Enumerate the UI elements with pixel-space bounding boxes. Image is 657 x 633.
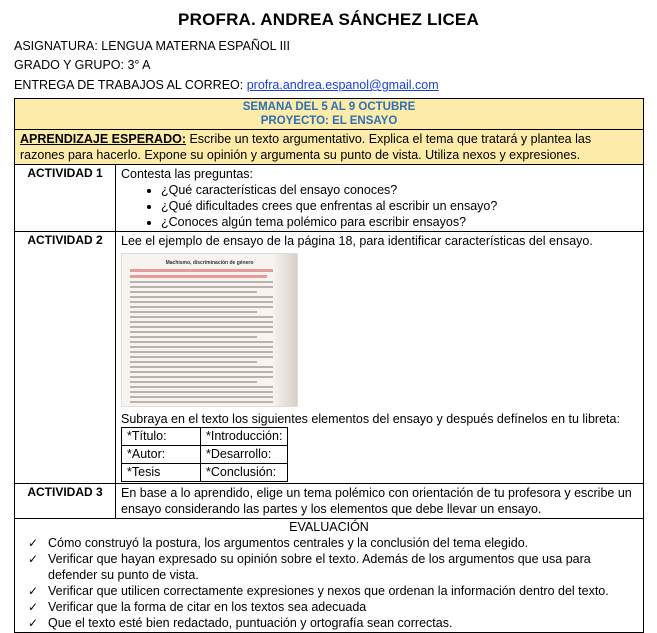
week-header	[15, 99, 644, 130]
activity-1-label: ACTIVIDAD 1	[15, 165, 116, 232]
activity-1-content	[116, 165, 644, 232]
essay-elements	[121, 427, 288, 482]
activity-3-content: En base a lo aprendido, elige un tema polémico con orientación de tu profesora y escribe un ensayo considerando las partes y los elementos que debe llevar un ensayo.	[116, 484, 644, 519]
activity-2-content	[116, 232, 644, 484]
evaluation-title: EVALUACIÓN	[289, 520, 369, 534]
checkmark-icon: ✓	[28, 584, 39, 598]
email-link[interactable]: profra.andrea.espanol@gmail.com	[246, 78, 439, 92]
aprendizaje-esperado	[15, 130, 644, 165]
evaluation-item: ✓ Que el texto esté bien redactado, puntuación y ortografía sean correctas.	[28, 616, 453, 630]
checkmark-icon: ✓	[28, 552, 39, 566]
grade-line: GRADO Y GRUPO: 3° A	[14, 58, 151, 72]
element-thesis: *Tesis	[122, 464, 201, 482]
question-item: • ¿Qué características del ensayo conoces?	[161, 182, 638, 198]
evaluation-item: ✓ Cómo construyó la postura, los argumentos centrales y la conclusión del tema elegido.	[28, 536, 529, 550]
evaluation-item: ✓ Verificar que utilicen correctamente expresiones y nexos que ordenan la información dentro del texto.	[28, 584, 609, 598]
checkmark-icon: ✓	[28, 536, 39, 550]
aprendizaje-text: Escribe un texto argumentativo. Explica el tema que tratará y plantea las razones para hacerlo. Expone su opinión y argumenta su punto de vista. Utiliza nexos y expresiones.	[20, 132, 592, 162]
evaluation-section	[15, 519, 644, 633]
project-title: PROYECTO: EL ENSAYO	[260, 115, 398, 127]
checkmark-icon: ✓	[28, 616, 39, 630]
activity-2-label: ACTIVIDAD 2	[15, 232, 116, 484]
evaluation-item: ✓ Verificar que hayan expresado su opinión sobre el texto. Además de los argumentos que usa para defender su punto de vista.	[28, 552, 591, 582]
checkmark-icon: ✓	[28, 600, 39, 614]
essay-page-image	[121, 253, 298, 407]
activity-2-intro: Lee el ejemplo de ensayo de la página 18, para identificar características del ensayo.	[121, 234, 593, 248]
element-development: *Desarrollo:	[201, 446, 288, 464]
aprendizaje-label: APRENDIZAJE ESPERADO:	[20, 132, 186, 146]
activity-1-intro: Contesta las preguntas:	[121, 167, 254, 181]
element-author: *Autor:	[122, 446, 201, 464]
element-title: *Título:	[122, 428, 201, 446]
question-item: • ¿Conoces algún tema polémico para escribir ensayos?	[161, 214, 638, 230]
week-dates: SEMANA DEL 5 AL 9 OCTUBRE	[242, 101, 416, 113]
lesson-table	[14, 98, 644, 633]
element-conclusion: *Conclusión:	[201, 464, 288, 482]
element-introduction: *Introducción:	[201, 428, 288, 446]
email-label: ENTREGA DE TRABAJOS AL CORREO:	[14, 78, 244, 92]
evaluation-item: ✓ Verificar que la forma de citar en los textos sea adecuada	[28, 600, 367, 614]
activity-3-label: ACTIVIDAD 3	[15, 484, 116, 519]
question-list	[121, 182, 638, 230]
evaluation-list	[20, 535, 638, 631]
subject-line: ASIGNATURA: LENGUA MATERNA ESPAÑOL III	[14, 39, 290, 53]
question-item: • ¿Qué dificultades crees que enfrentas al escribir un ensayo?	[161, 198, 638, 214]
activity-2-instruction: Subraya en el texto los siguientes elementos del ensayo y después defínelos en tu libreta:	[121, 412, 620, 426]
page-title: PROFRA. ANDREA SÁNCHEZ LICEA	[178, 10, 479, 29]
email-line	[14, 77, 439, 93]
essay-image-title: Machismo, discriminación de género	[165, 260, 254, 266]
